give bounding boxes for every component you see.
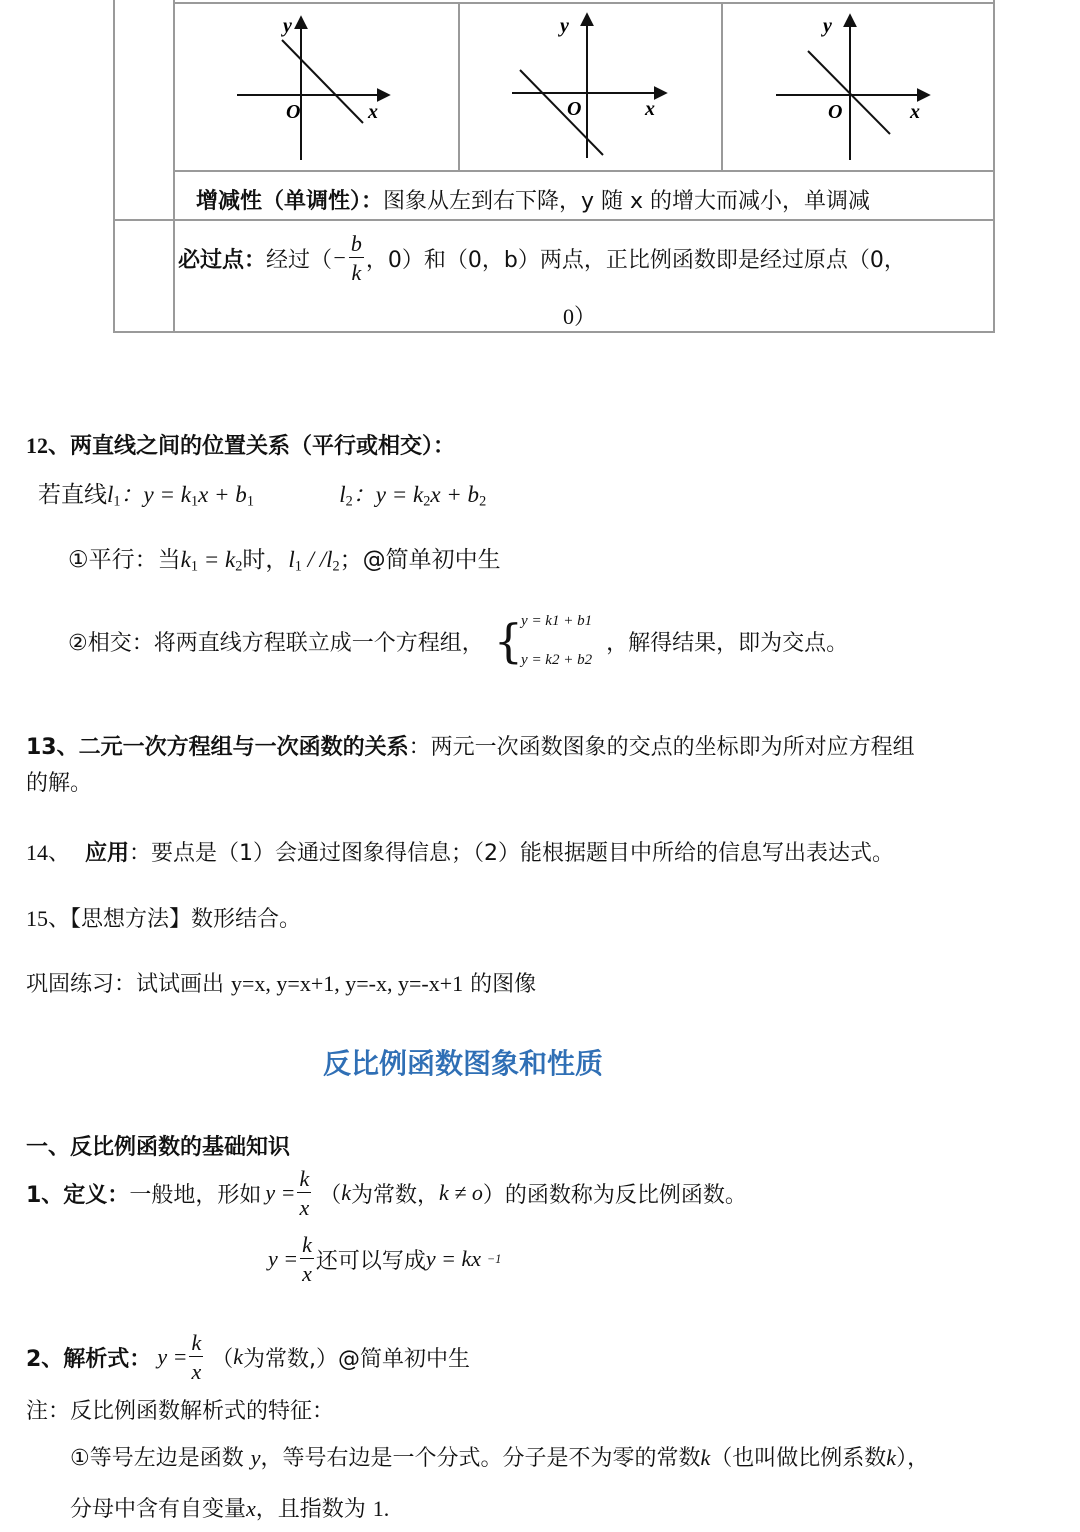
table-rule	[458, 2, 460, 170]
definition-line: 1、定义： 一般地，形如 y = $\frac{k}{x}$ （ k 为常数， k ≠ o ）的函数称为反比例函数。	[26, 1165, 747, 1220]
x-axis-label: x	[910, 101, 920, 123]
x-axis-label: x	[645, 98, 655, 120]
pass-point-label: 必过点：	[178, 247, 267, 273]
note-item-1-line2: 分母中含有自变量x，且指数为 1.	[70, 1496, 390, 1522]
note-item-1: ①等号左边是函数 y，等号右边是一个分式。分子是不为零的常数k（也叫做比例系数k），	[70, 1445, 930, 1471]
practice-exercise: 巩固练习：试试画出 y=x, y=x+1, y=-x, y=-x+1 的图像	[26, 971, 537, 997]
intersect-condition: ②相交： 将两直线方程联立成一个方程组， { y = k1 + b1 y = k2 + b2 ，解得结果，即为交点。	[68, 613, 849, 668]
lines-prefix: 若直线	[38, 482, 107, 507]
parallel-condition: ①平行：当$k_1 = k_2$时，$l_1 / /l_2$；@简单初中生	[68, 547, 501, 575]
brace-icon: {	[493, 614, 524, 668]
pass-point-text-before: 经过（	[266, 247, 333, 273]
l2-equation: $l_2$：$y = k_2x + b_2$	[339, 482, 487, 510]
fraction-k-over-x: $\frac{k}{x}$	[191, 1329, 202, 1384]
section-15: 15、【思想方法】数形结合。	[26, 906, 302, 932]
section-13: 13、二元一次方程组与一次函数的关系：两元一次函数图象的交点的坐标即为所对应方程组	[26, 735, 915, 760]
l1-equation: $l_1$：$y = k_1x + b_1$	[107, 482, 254, 510]
y-axis-label: y	[283, 15, 292, 37]
table-rule	[721, 2, 723, 170]
graph-decreasing-positive-intercept	[230, 10, 400, 165]
table-rule	[113, 331, 995, 333]
table-border-right	[993, 0, 995, 333]
table-rule	[175, 2, 995, 4]
pass-point-line2: 0）	[563, 304, 597, 329]
table-rule	[113, 219, 995, 221]
part-1-heading: 一、反比例函数的基础知识	[26, 1135, 291, 1160]
monotonic-row	[196, 184, 870, 215]
table-rule	[175, 170, 995, 172]
note-heading: 注：反比例函数解析式的特征：	[26, 1399, 335, 1424]
fraction-k-over-x: $\frac{k}{x}$	[299, 1165, 310, 1220]
x-axis-label: x	[368, 101, 378, 123]
fraction-k-over-x: $\frac{k}{x}$	[302, 1231, 312, 1286]
fraction-b-over-k: $\frac{b}{k}$	[350, 230, 362, 285]
y-axis-label: y	[823, 15, 832, 37]
formula-line: 2、解析式： y = $\frac{k}{x}$ （ k 为常数,）@简单初中生	[26, 1329, 470, 1384]
section-14: 14、 应用：要点是（1）会通过图象得信息；（2）能根据题目中所给的信息写出表达式。	[26, 840, 895, 866]
table-border-inner	[173, 0, 175, 333]
alternate-form-line: y = $\frac{k}{x}$ 还可以写成 y = kx −1	[268, 1231, 502, 1286]
monotonic-label: 增减性（单调性）：	[196, 189, 384, 214]
origin-label: O	[286, 101, 301, 123]
graph-decreasing-negative-intercept	[505, 10, 675, 165]
section-12-heading: 12、两直线之间的位置关系（平行或相交）：	[26, 433, 456, 459]
line-equations	[38, 476, 486, 511]
section-title: 反比例函数图象和性质	[323, 1047, 604, 1080]
origin-label: O	[828, 101, 843, 123]
origin-label: O	[567, 98, 582, 120]
equation-system: y = k1 + b1 y = k2 + b2	[521, 613, 593, 668]
graph-decreasing-through-origin	[770, 10, 940, 165]
y-axis-label: y	[560, 15, 569, 37]
section-13-line2: 的解。	[26, 771, 93, 796]
monotonic-text: 图象从左到右下降，y 随 x 的增大而减小，单调减	[383, 189, 871, 214]
pass-point-text-after: ，0）和（0，b）两点，正比例函数即是经过原点（0，	[365, 247, 906, 273]
minus-sign: −	[332, 245, 347, 270]
pass-point-row	[178, 228, 906, 288]
table-border-left	[113, 0, 115, 333]
